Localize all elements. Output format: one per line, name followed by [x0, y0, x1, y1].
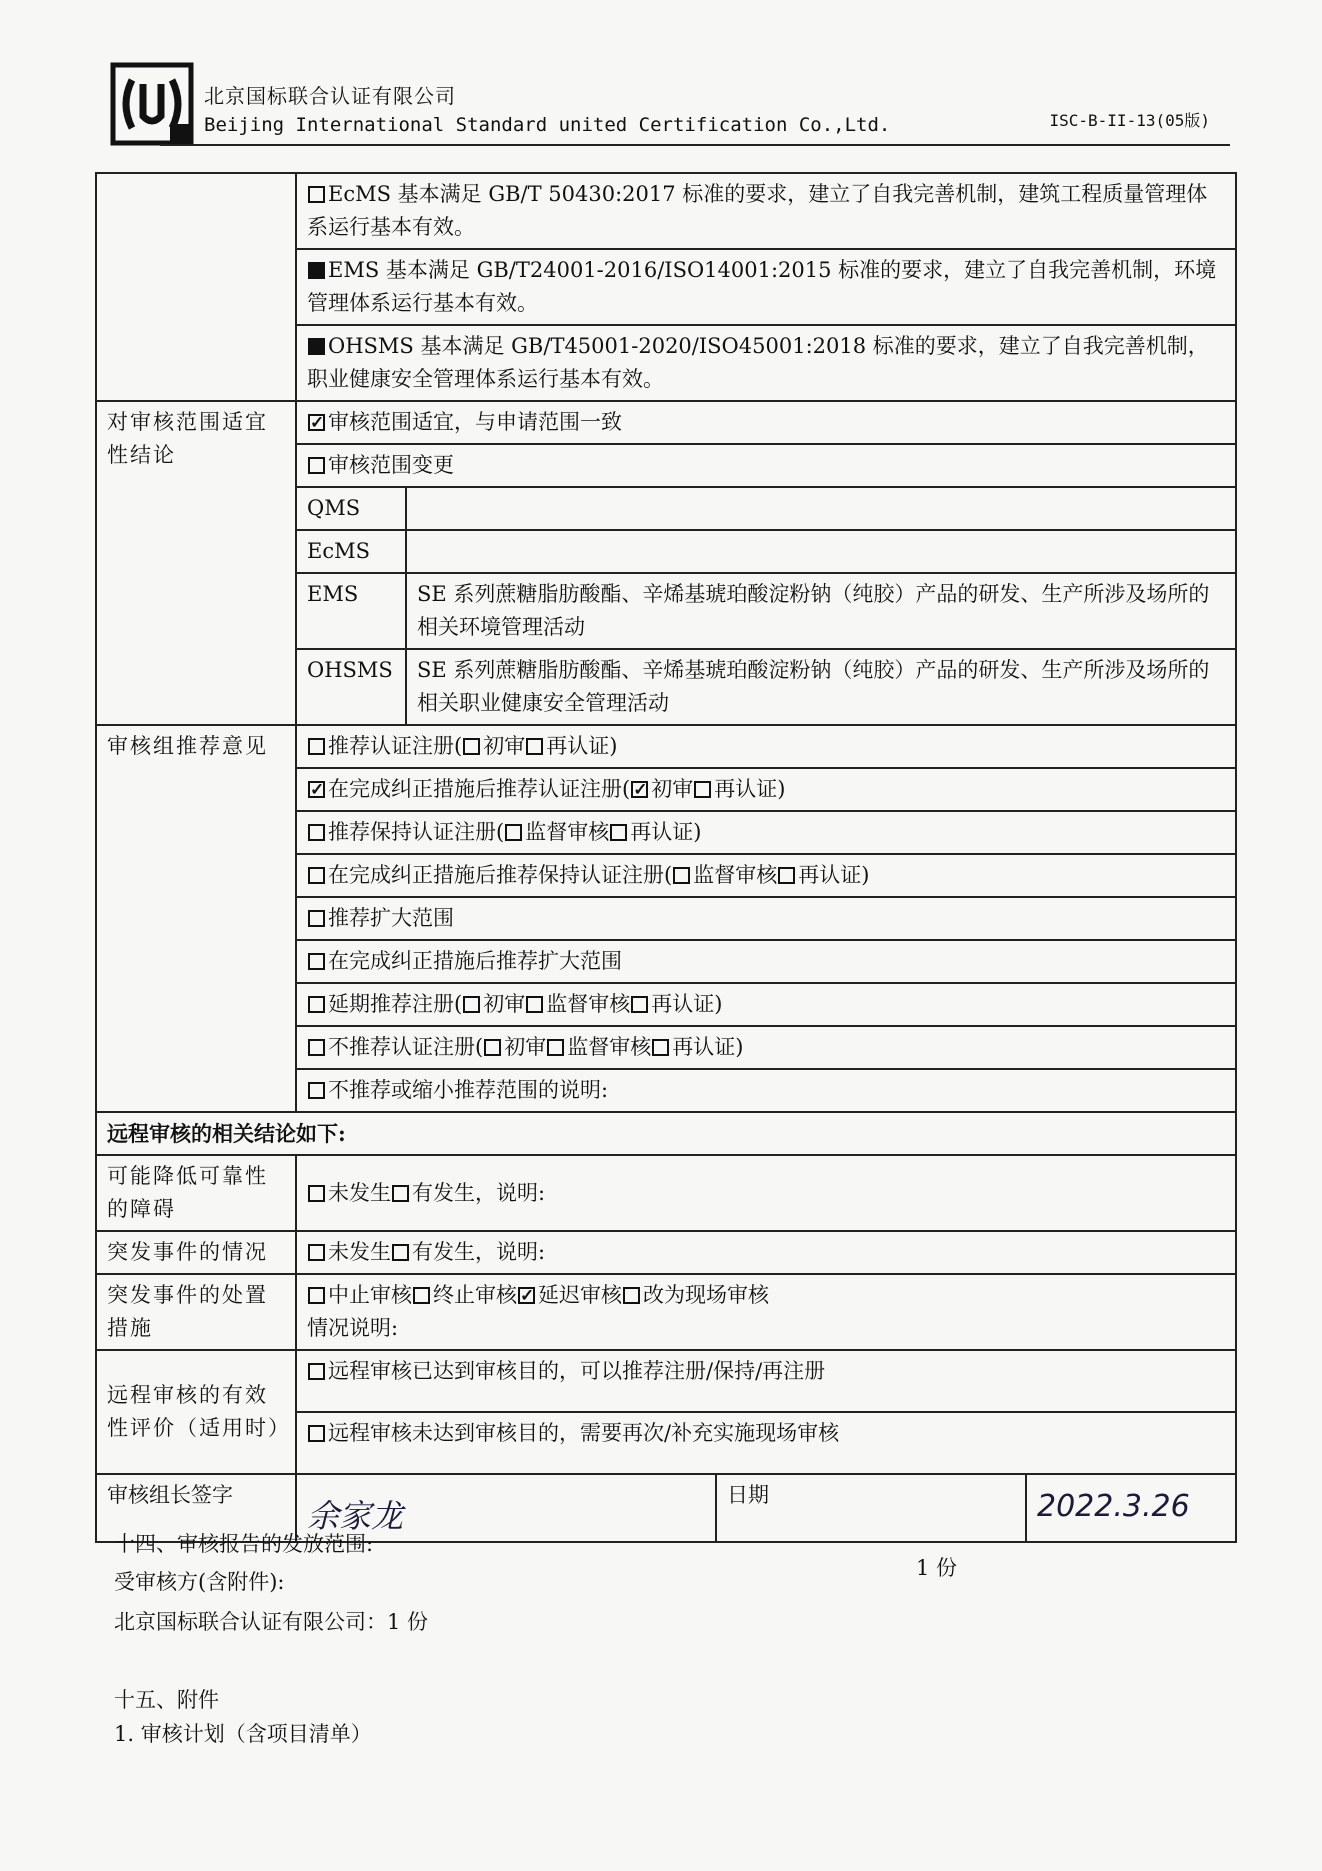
checkbox-icon[interactable]: [308, 824, 325, 841]
system-row-ems: EMS 基本满足 GB/T24001-2016/ISO14001:2015 标准的要求，建立了自我完善机制，环境管理体系运行基本有效。: [96, 249, 1236, 325]
checkbox-filled-icon[interactable]: [308, 338, 325, 355]
checkbox-icon[interactable]: [463, 738, 480, 755]
scope-label: 对审核范围适宜性结论: [96, 401, 296, 725]
remote-title-row: [96, 1112, 1236, 1155]
leader-signature: 余家龙: [307, 1497, 404, 1535]
company-name-en: Beijing International Standard united Certification Co.,Ltd.: [204, 114, 891, 136]
leader-label: 审核组长签字: [96, 1474, 296, 1542]
checkbox-icon[interactable]: [631, 996, 648, 1013]
checkbox-icon[interactable]: [547, 1039, 564, 1056]
section14-line1: 受审核方(含附件):: [114, 1570, 285, 1594]
blank-label-cell: [96, 173, 296, 401]
scope-row-opt2: 审核范围变更: [96, 444, 1236, 487]
date-label: 日期: [716, 1474, 1026, 1542]
scope-key: EcMS: [296, 530, 406, 573]
scope-value: SE 系列蔗糖脂肪酸酯、辛烯基琥珀酸淀粉钠（纯胶）产品的研发、生产所涉及场所的相关环境管理活动: [406, 573, 1236, 649]
checkbox-icon[interactable]: [673, 867, 690, 884]
checkbox-icon[interactable]: [308, 186, 325, 203]
header-divider: [160, 144, 1230, 146]
remote-measures-row: 突发事件的处置措施 中止审核 终止审核✓ 延迟审核 改为现场审核 情况说明:: [96, 1274, 1236, 1350]
recommend-label: 审核组推荐意见: [96, 725, 296, 1112]
checkbox-filled-icon[interactable]: [308, 262, 325, 279]
checkbox-icon[interactable]: [308, 953, 325, 970]
remote-eval-row-2: 远程审核未达到审核目的，需要再次/补充实施现场审核: [96, 1412, 1236, 1474]
checkbox-icon[interactable]: [308, 996, 325, 1013]
company-logo-icon: [110, 62, 194, 146]
checkbox-icon[interactable]: [778, 867, 795, 884]
obstacle-label: 可能降低可靠性的障碍: [96, 1155, 296, 1231]
checkbox-icon[interactable]: [694, 781, 711, 798]
checkbox-icon[interactable]: [308, 1082, 325, 1099]
checkbox-icon[interactable]: [413, 1287, 430, 1304]
checkbox-checked-icon[interactable]: [308, 781, 325, 798]
checkbox-icon[interactable]: [308, 1185, 325, 1202]
section14-title: 十四、审核报告的发放范围:: [114, 1532, 374, 1556]
recommend-row-5: 推荐扩大范围: [96, 897, 1236, 940]
measures-label: 突发事件的处置措施: [96, 1274, 296, 1350]
audit-conclusion-form: [95, 172, 1237, 1543]
letterhead: [110, 58, 1210, 148]
recommend-row-4: 在完成纠正措施后推荐保持认证注册( 监督审核 再认证): [96, 854, 1236, 897]
section15-title: 十五、附件: [114, 1688, 219, 1712]
checkbox-icon[interactable]: [392, 1185, 409, 1202]
effectiveness-label: 远程审核的有效性评价（适用时）: [96, 1350, 296, 1474]
remote-emergency-row: 突发事件的情况 未发生 有发生，说明:: [96, 1231, 1236, 1274]
checkbox-icon[interactable]: [308, 1363, 325, 1380]
section15-item1: 1. 审核计划（含项目清单）: [114, 1722, 372, 1746]
checkbox-icon[interactable]: [308, 738, 325, 755]
recommend-row-8: 不推荐认证注册( 初审 监督审核 再认证): [96, 1026, 1236, 1069]
checkbox-icon[interactable]: [526, 996, 543, 1013]
remote-eval-row-1: 远程审核的有效性评价（适用时） 远程审核已达到审核目的，可以推荐注册/保持/再注册: [96, 1350, 1236, 1412]
recommend-row-6: 在完成纠正措施后推荐扩大范围: [96, 940, 1236, 983]
document-code: ISC-B-II-13(05版): [1049, 111, 1210, 130]
checkbox-icon[interactable]: [308, 457, 325, 474]
checkbox-checked-icon[interactable]: [631, 781, 648, 798]
system-row-ecms: EcMS 基本满足 GB/T 50430:2017 标准的要求，建立了自我完善机制，建筑工程质量管理体系运行基本有效。: [96, 173, 1236, 249]
scope-key: OHSMS: [296, 649, 406, 725]
checkbox-icon[interactable]: [526, 738, 543, 755]
company-name-cn: 北京国标联合认证有限公司: [204, 84, 456, 108]
checkbox-icon[interactable]: [505, 824, 522, 841]
recommend-row-3: 推荐保持认证注册( 监督审核 再认证): [96, 811, 1236, 854]
checkbox-icon[interactable]: [308, 1244, 325, 1261]
checkbox-icon[interactable]: [484, 1039, 501, 1056]
checkbox-icon[interactable]: [308, 1425, 325, 1442]
system-row-ohsms: OHSMS 基本满足 GB/T45001-2020/ISO45001:2018 标准的要求，建立了自我完善机制，职业健康安全管理体系运行基本有效。: [96, 325, 1236, 401]
checkbox-checked-icon[interactable]: [518, 1287, 535, 1304]
scope-value: [406, 487, 1236, 530]
checkbox-icon[interactable]: [463, 996, 480, 1013]
checkbox-icon[interactable]: [308, 867, 325, 884]
recommend-row-9: 不推荐或缩小推荐范围的说明:: [96, 1069, 1236, 1112]
checkbox-icon[interactable]: [308, 1039, 325, 1056]
checkbox-icon[interactable]: [652, 1039, 669, 1056]
checkbox-icon[interactable]: [392, 1244, 409, 1261]
emergency-label: 突发事件的情况: [96, 1231, 296, 1274]
section14-line2: 北京国标联合认证有限公司：1 份: [114, 1610, 429, 1634]
checkbox-icon[interactable]: [308, 910, 325, 927]
scope-key: EMS: [296, 573, 406, 649]
situation-label: 情况说明:: [307, 1316, 399, 1340]
recommend-row-1: 审核组推荐意见 推荐认证注册( 初审 再认证): [96, 725, 1236, 768]
checkbox-icon[interactable]: [610, 824, 627, 841]
recommend-row-7: 延期推荐注册( 初审 监督审核 再认证): [96, 983, 1236, 1026]
sign-date: 2022.3.26: [1037, 1489, 1190, 1524]
scope-row-opt1: 对审核范围适宜性结论 ✓审核范围适宜，与申请范围一致: [96, 401, 1236, 444]
scope-key: QMS: [296, 487, 406, 530]
checkbox-icon[interactable]: [308, 1287, 325, 1304]
recommend-row-2: ✓在完成纠正措施后推荐认证注册(✓ 初审 再认证): [96, 768, 1236, 811]
remote-obstacle-row: 可能降低可靠性的障碍 未发生 有发生，说明:: [96, 1155, 1236, 1231]
scope-value: [406, 530, 1236, 573]
checkbox-icon[interactable]: [623, 1287, 640, 1304]
checkbox-checked-icon[interactable]: [308, 414, 325, 431]
scope-value: SE 系列蔗糖脂肪酸酯、辛烯基琥珀酸淀粉钠（纯胶）产品的研发、生产所涉及场所的相关职业健康安全管理活动: [406, 649, 1236, 725]
section14-copies: 1 份: [916, 1556, 958, 1580]
remote-title: 远程审核的相关结论如下:: [96, 1112, 1236, 1155]
